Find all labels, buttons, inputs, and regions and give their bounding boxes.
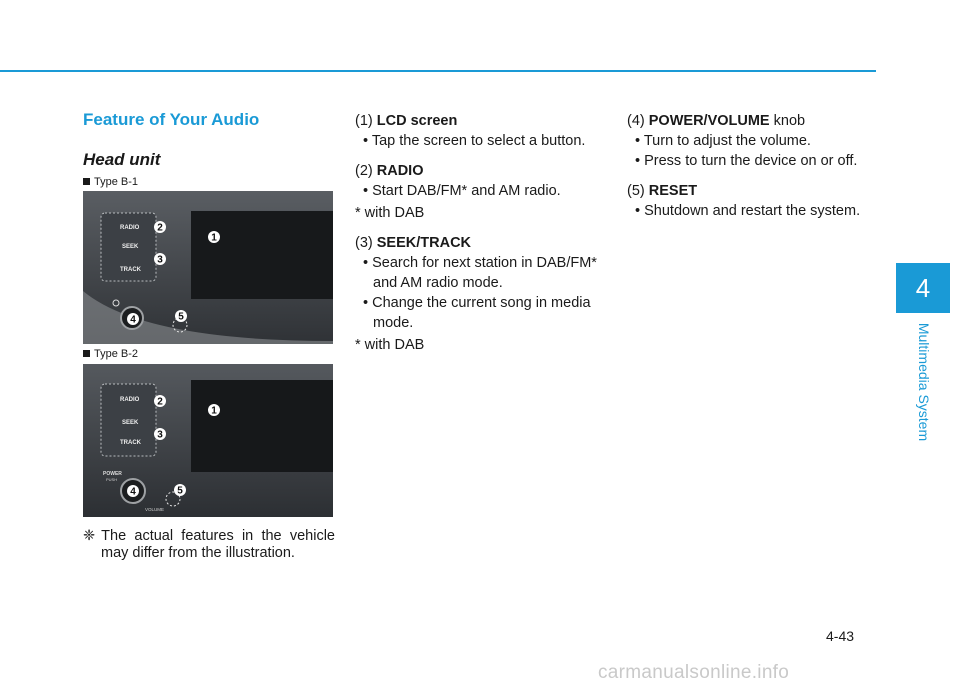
list-item: • Tap the screen to select a button. <box>363 133 586 149</box>
item-lcd-heading: (1) LCD screen <box>355 113 458 129</box>
marker-1-text: 1 <box>211 405 217 417</box>
marker-3-text: 3 <box>157 254 163 266</box>
note-text-line2: may differ from the illustration. <box>101 545 295 561</box>
seek-button-text: SEEK <box>122 244 139 250</box>
figure-2-label: Type B-2 <box>83 348 138 360</box>
radio-button-text: RADIO <box>120 225 140 231</box>
list-item: • Shutdown and restart the system. <box>635 203 861 219</box>
square-bullet-icon <box>83 350 90 357</box>
track-button-text: TRACK <box>120 267 141 273</box>
middle-column <box>355 111 620 355</box>
lcd-screen <box>191 380 333 472</box>
marker-1-text: 1 <box>211 232 217 244</box>
item-seek-heading: (3) SEEK/TRACK <box>355 235 472 251</box>
marker-5-text: 5 <box>177 485 183 497</box>
item-reset-heading: (5) RESET <box>627 183 698 199</box>
marker-4-text: 4 <box>130 486 136 498</box>
head-unit-photo-b2 <box>83 364 333 517</box>
note-text-line1: The actual features in the vehicle <box>101 528 335 544</box>
item-radio-heading: (2) RADIO <box>355 163 424 179</box>
list-item: • Press to turn the device on or off. <box>635 153 858 169</box>
section-title: Feature of Your Audio <box>83 110 260 129</box>
footnote: * with DAB <box>355 205 425 221</box>
square-bullet-icon <box>83 178 90 185</box>
figure-1-label: Type B-1 <box>83 176 138 188</box>
radio-button-text: RADIO <box>120 397 140 403</box>
marker-2-text: 2 <box>157 222 163 234</box>
list-item: • Turn to adjust the volume. <box>635 133 811 149</box>
head-unit-photo-b1 <box>83 191 333 344</box>
marker-2-text: 2 <box>157 396 163 408</box>
top-rule <box>0 70 876 72</box>
list-item: • Start DAB/FM* and AM radio. <box>363 183 561 199</box>
push-label-text: PUSH <box>106 477 118 482</box>
sub-title: Head unit <box>83 150 161 169</box>
footnote: * with DAB <box>355 337 425 353</box>
list-item: • Change the current song in media mode. <box>363 295 591 331</box>
page-number: 4-43 <box>826 628 855 644</box>
power-label-text: POWER <box>103 471 122 477</box>
item-power-heading: (4) POWER/VOLUME knob <box>627 113 806 129</box>
marker-3-text: 3 <box>157 429 163 441</box>
track-button-text: TRACK <box>120 440 141 446</box>
lcd-screen <box>191 211 333 299</box>
volume-label-text: VOLUME <box>145 507 165 512</box>
list-item: • Search for next station in DAB/FM* and AM radio mode. <box>363 255 597 291</box>
seek-button-text: SEEK <box>122 420 139 426</box>
chapter-label: Multimedia System <box>916 322 932 442</box>
watermark: carmanualsonline.info <box>598 662 790 683</box>
illustration-note <box>83 528 335 562</box>
note-symbol-icon: ❈ <box>83 528 96 544</box>
right-column <box>627 111 892 221</box>
marker-5-text: 5 <box>178 311 184 323</box>
marker-4-text: 4 <box>130 314 136 326</box>
chapter-tab: 4 <box>896 263 950 313</box>
